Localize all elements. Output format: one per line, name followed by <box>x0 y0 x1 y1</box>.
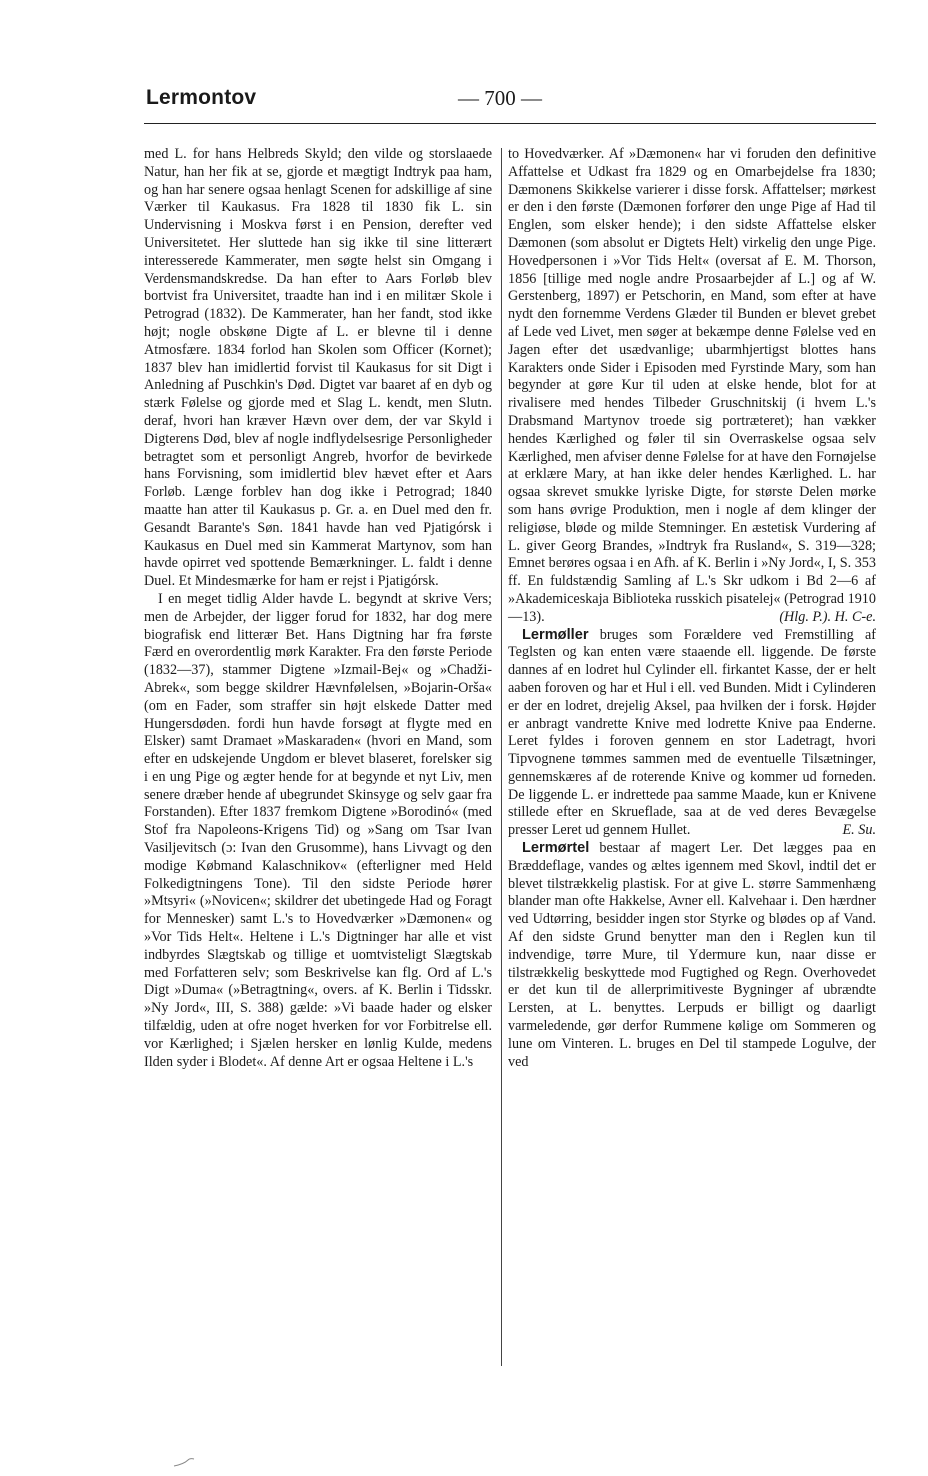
dictionary-entry <box>508 840 876 1071</box>
author-signature: (Hlg. P.). H. C-e. <box>779 608 876 625</box>
right-column <box>508 146 876 1071</box>
left-column <box>144 146 492 1071</box>
page-header <box>146 80 876 120</box>
entry-headword: Lermøller <box>522 626 589 643</box>
paragraph-text: to Hovedværker. Af »Dæmonen« har vi foruden den definitive Affattelse et Udkast fra 1829 og en Omarbejdelse fra 1830; Dæmonens Skikkelse varierer i disse forsk. Affattelser; mørkest er den i den første (Dæmonen forfører den unge Pige af Had til Englen, som elsker hende); i den sidste Affattelse elsker Dæmonen (som absolut er Digtets Helt) virkelig den unge Pige. Hovedpersonen i »Vor Tids Helt« (oversat af E. M. Thorson, 1856 [tillige med nogle andre Prosaarbejder af L.] og af W. Gerstenberg, 1897) er Petschorin, en Mand, som efter at have nydt den fornemme Verdens Glæder til Bunden er blevet grebet af Lede ved Livet, men søger at bekæmpe denne Følelse ved en Jagen efter det usædvanlige; ubarmhjertigst blottes hans Karakters onde Sider i Episoden med Fyrstinde Mary, som han begynder at gøre Kur til uden at elske hende, blot for at rivalisere med hendes Tilbeder Gruschnitskij (i hvem L.'s Drabsmand Martynov troede sig portræteret); han vækker hendes Kærlighed og føler til sin Overraskelse ogsaa selv Kærlighed, men afviser denne Følelse for at have den Fornøjelse at erklære Mary, at han ikke deler hendes Kærlighed. L. har ogsaa skrevet smukke lyriske Digte, for største Delen mørke som hans øvrige Produktion, men i nogle af dem klinger der religiøse, bløde og milde Stemninger. En æstetisk Vurdering af L. giver Georg Brandes, »Indtryk fra Rusland«, S. 319—328; Emnet berøres ogsaa i en Afh. af K. Berlin i »Ny Jord«, I, S. 353 ff. En fuldstændig Samling af L.'s Skr udkom i Bd 2—6 af »Akademiceskaja Biblioteka russkich pisatelej« (Petrograd 1910—13). <box>508 146 876 625</box>
page-number: — 700 — <box>458 86 542 110</box>
stray-mark <box>172 1456 202 1468</box>
author-signature: E. Su. <box>842 822 876 839</box>
entry-text: bestaar af magert Ler. Det lægges paa en Bræddeflage, vandes og æltes igennem med Skovl, indtil det er blevet tilstrækkelig plastisk. For at give L. større Sammenhæng blander man ofte Hakkelse, Avner ell. Kalvehaar i. Den hærdner ved Udtørring, besidder ingen stor Styrke og blødes op af Vand. Af den sidste Grund benytter man den i Reglen kun til indvendige, tørre Mure, til Ydermure kun, naar disse er tilstrækkelig beskyttede mod Fugtighed og Regn. Overhovedet er det kun til de allerprimitiveste Bygninger af ubrændte Lersten, at L. benyttes. Lerpuds er billigt og daarligt varmeledende, gør derfor Rummene kølige om Sommeren og lune om Vinteren. L. bruges en Del til stampede Logulve, der ved <box>508 840 876 1070</box>
running-head-word: Lermontov <box>146 86 257 109</box>
column-divider <box>501 148 502 1366</box>
paragraph: I en meget tidlig Alder havde L. begyndt at skrive Vers; men de Arbejder, der ligger forud for 1832, har dog mere biografisk end litterær Bet. Hans Digtning har fra første Færd en overordentlig mørk Karakter. Fra den første Periode (1832—37), stammer Digtene »Izmail-Bej« og »Chadži-Abrek«, som begge skildrer Hævnfølelsen, »Bojarin-Orša« (om en Fader, som straffer sin højt elskede Datter med Hungersdøden. fordi hun havde forsøgt at flygte med en Elsker) samt Dramaet »Maskaraden« (hvori en Mand, som efter en udskejende Ungdom er blevet blaseret, forelsker sig i en ung Pige og ægter hende for at begynde et nyt Liv, men senere dræber hende af ubegrundet Skinsyge og selv gaar fra Forstanden). Efter 1837 fremkom Digtene »Borodinó« (med Stof fra Napoleons-Krigens Tid) og »Sang om Tsar Ivan Vasiljevitsch (ɔ: Ivan den Grusomme), hans Livvagt og den modige Købmand Kalaschnikov« (efterligner med Held Folkedigtningens Tone). Til den sidste Periode hører »Mtsyri« (»Novicen«; skildrer det ubetingede Had og Foragt for Mennesker) samt L.'s to Hovedværker »Dæmonen« og »Vor Tids Helt«. Heltene i L.'s Digtninger har alle et vist indbyrdes Slægtskab og tillige et uomtvisteligt Slægtskab med Forfatteren selv; som Beskrivelse kan flg. Ord af L.'s Digt »Duma« (»Betragtning«, overs. af K. Berlin i Tidsskr. »Ny Jord«, III, S. 388) gælde: »Vi baade hader og elsker tilfældig, uden at ofre noget hverken for vor Forbitrelse ell. vor Kærlighed; i Sjælen hersker en lønlig Kulde, medens Ilden syder i Blodet«. Af denne Art er ogsaa Heltene i L.'s <box>144 590 492 1070</box>
entry-text: bruges som Forældere ved Fremstilling af Teglsten og kan enten være staaende ell. liggende. De første dannes af en lodret hul Cylinder ell. firkantet Kasse, der er helt aaben foroven og har et Hul i ell. ved Bunden. Midt i Cylinderen er der en lodret, drejelig Aksel, paa hvilken der i forsk. Højder er anbragt vandrette Knive med lodrette Knive paa Enderne. Leret fyldes i foroven gennem en stor Ladetragt, hvori Tipvognene tømmes sammen med de eventuelle Tilsætninger, gennemskæres af de roterende Knive og kommer ud forneden. De liggende L. er indrettede paa samme Maade, kun er Knivene stillede efter en Skrueflade, saa at de ved deres Bevægelse presser Leret ud gennem Hullet. <box>508 626 876 839</box>
entry-headword: Lermørtel <box>522 840 590 857</box>
dictionary-entry <box>508 627 876 841</box>
paragraph <box>508 146 876 627</box>
header-rule <box>144 123 876 124</box>
paragraph: med L. for hans Helbreds Skyld; den vilde og storslaaede Natur, han her fik at se, gjorde et mægtigt Indtryk paa ham, og han har senere ogsaa henlagt Scenen for adskillige af sine Værker til Kaukasus. Fra 1828 til 1830 fik L. sin Undervisning i Moskva først i en Pension, derefter ved Universitetet. Her sluttede han sig ikke til sine litterært interesserede Kammerater, men søgte helst sin Omgang i Verdensmandskredse. Da han efter to Aars Forløb blev bortvist fra Universitet, traadte han ind i en militær Skole i Petrograd (1832). De Kammerater, han her fandt, stod ikke højt; nogle obskøne Digte af L. er blevne til i denne Atmosfære. 1834 forlod han Skolen som Officer (Kornet); 1837 blev han imidlertid forvist til Kaukasus for sit Digt i Anledning af Puschkin's Død. Digtet var baaret af en dyb og stærk Følelse og gjorde med et Slag L. kendt, men Slutn. deraf, hvori han kræver Hævn over dem, der var Skyld i Digterens Død, blev af nogle indflydelsesrige Personligheder betragtet som et personligt Angreb, hvorfor de bevirkede hans Forvisning, som imidlertid blev hævet efter et Aars Forløb. Længe forblev han dog ikke i Petrograd; 1840 maatte han atter til Kaukasus p. Gr. a. en Duel med den fr. Gesandt Barante's Søn. 1841 havde han ved Pjatigórsk i Kaukasus en Duel med sin Kammerat Martynov, som han havde opirret ved spottende Bemærkninger. L. faldt i denne Duel. Et Mindesmærke for ham er rejst i Pjatigórsk. <box>144 146 492 590</box>
